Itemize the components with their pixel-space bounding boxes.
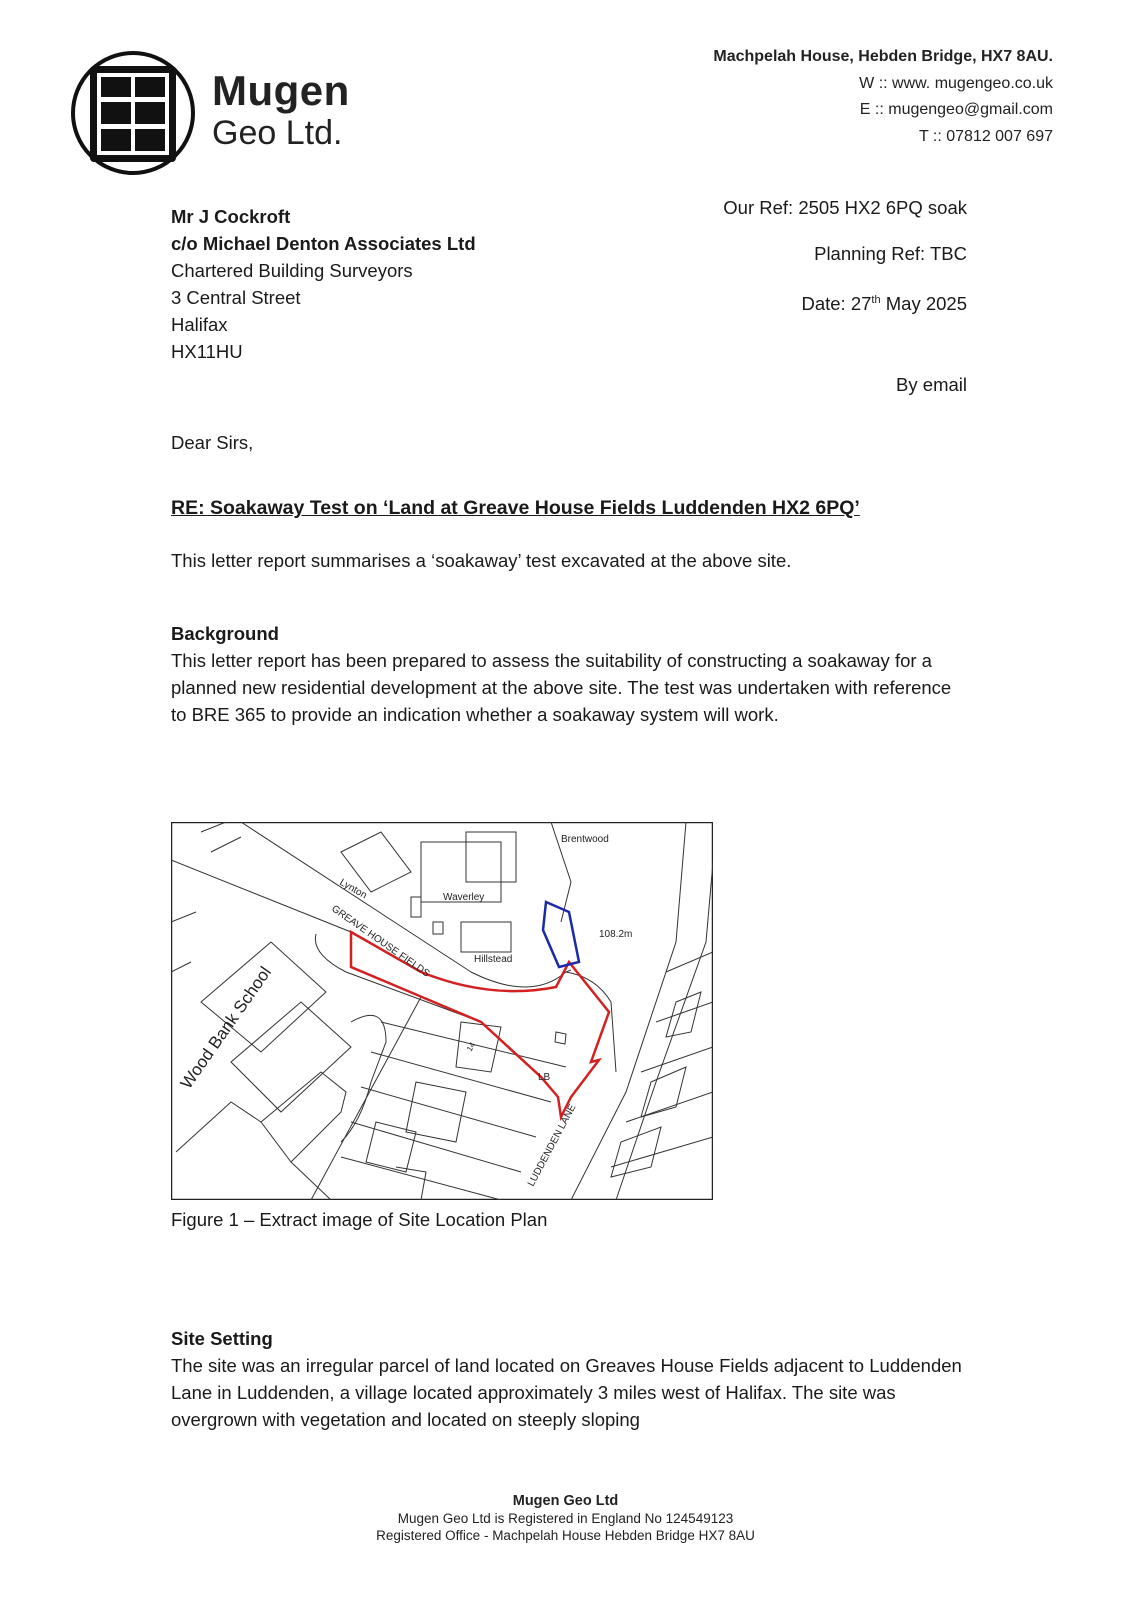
- map-label-luddenden-lane: LUDDENDEN LANE: [525, 1102, 579, 1189]
- intro-paragraph: This letter report summarises a ‘soakaway’ test excavated at the above site.: [171, 550, 792, 571]
- letter-subject: RE: Soakaway Test on ‘Land at Greave House Fields Luddenden HX2 6PQ’: [171, 497, 860, 519]
- recipient-line: Halifax: [171, 314, 228, 335]
- footer-office: Registered Office - Machpelah House Hebden Bridge HX7 8AU: [376, 1528, 755, 1543]
- company-email[interactable]: E :: mugengeo@gmail.com: [859, 101, 1053, 118]
- map-label-level: 108.2m: [599, 929, 633, 940]
- figure-caption: Figure 1 – Extract image of Site Location Plan: [171, 1209, 548, 1230]
- map-label-greave-house-fields: GREAVE HOUSE FIELDS: [329, 903, 432, 980]
- site-setting-heading: Site Setting: [171, 1328, 273, 1349]
- site-location-plan: [171, 822, 713, 1200]
- company-name: Mugen: [212, 67, 350, 114]
- map-label-plot: 14: [464, 1040, 478, 1053]
- delivery-method: By email: [896, 374, 967, 395]
- company-web[interactable]: W :: www. mugengeo.co.uk: [859, 74, 1053, 92]
- recipient-company: c/o Michael Denton Associates Ltd: [171, 233, 476, 254]
- map-label-lb: LB: [538, 1072, 551, 1083]
- map-label-hillstead: Hillstead: [474, 954, 513, 965]
- page-footer: [0, 1493, 1131, 1544]
- footer-company: Mugen Geo Ltd: [512, 1493, 619, 1509]
- company-name-sub: Geo Ltd.: [212, 114, 343, 152]
- our-ref: Our Ref: 2505 HX2 6PQ soak: [723, 197, 967, 218]
- map-label-school: Wood Bank School: [176, 963, 276, 1093]
- planning-ref: Planning Ref: TBC: [814, 243, 967, 264]
- site-setting-paragraph: The site was an irregular parcel of land located on Greaves House Fields adjacent to Luddenden Lane in Luddenden, a village located approximately 3 miles west of Halifax. The site was overgrown with vegetation and located on steeply sloping: [171, 1355, 962, 1430]
- background-heading: Background: [171, 623, 279, 644]
- map-label-brentwood: Brentwood: [561, 834, 609, 845]
- reference-block: [723, 193, 967, 331]
- map-label-lynton: Lynton: [337, 877, 369, 902]
- recipient-name: Mr J Cockroft: [171, 206, 291, 227]
- recipient-line: Chartered Building Surveyors: [171, 260, 413, 281]
- company-contact: [713, 44, 1053, 150]
- company-logo-text: [212, 68, 350, 152]
- map-label-waverley: Waverley: [443, 892, 485, 903]
- salutation: Dear Sirs,: [171, 432, 254, 453]
- background-paragraph: This letter report has been prepared to assess the suitability of constructing a soakaway for a planned new residential development at the above site. The test was undertaken with reference to BRE 365 to provide an indication whether a soakaway system will work.: [171, 650, 952, 725]
- letter-date: Date: 27th May 2025: [801, 293, 967, 315]
- company-address: Machpelah House, Hebden Bridge, HX7 8AU.: [713, 48, 1053, 65]
- footer-registration: Mugen Geo Ltd is Registered in England No 124549123: [397, 1511, 734, 1526]
- recipient-line: HX11HU: [171, 341, 243, 362]
- company-phone: T :: 07812 007 697: [918, 127, 1053, 145]
- recipient-line: 3 Central Street: [171, 287, 301, 308]
- recipient-address: [171, 203, 476, 365]
